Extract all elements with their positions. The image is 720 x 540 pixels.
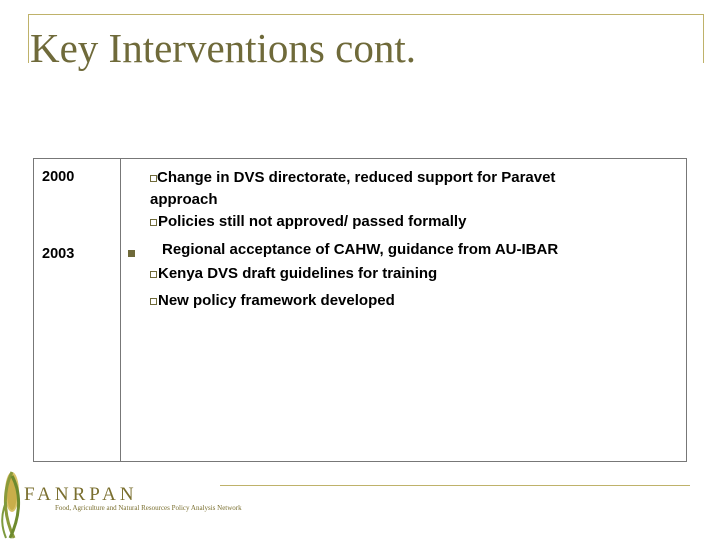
bullet-square-icon: [150, 219, 157, 226]
intervention-line: Policies still not approved/ passed formally: [158, 213, 467, 230]
slide-title: Key Interventions cont.: [30, 25, 416, 71]
intervention-line: Regional acceptance of CAHW, guidance from AU-IBAR: [162, 241, 559, 258]
intervention-line: approach: [150, 191, 218, 208]
bullet-filled-icon: [128, 250, 135, 257]
maize-icon: [2, 472, 19, 538]
intervention-line: New policy framework developed: [158, 292, 395, 309]
bullet-square-icon: [150, 175, 157, 182]
intervention-line: Kenya DVS draft guidelines for training: [158, 265, 438, 282]
year-2003: 2003: [42, 246, 75, 262]
frame-top-line: [28, 14, 704, 15]
frame-right-line: [703, 14, 704, 63]
bullet-square-icon: [150, 271, 157, 278]
intervention-line: Change in DVS directorate, reduced support for Paravet: [157, 169, 556, 186]
bullet-square-icon: [150, 298, 157, 305]
table-column-divider: [120, 158, 121, 462]
footer-divider: [220, 485, 690, 486]
interventions-table: [33, 158, 687, 462]
logo-tagline: Food, Agriculture and Natural Resources Policy Analysis Network: [55, 504, 242, 512]
logo-wordmark: FANRPAN: [24, 484, 138, 505]
frame-left-line: [28, 14, 29, 63]
year-2000: 2000: [42, 169, 75, 185]
